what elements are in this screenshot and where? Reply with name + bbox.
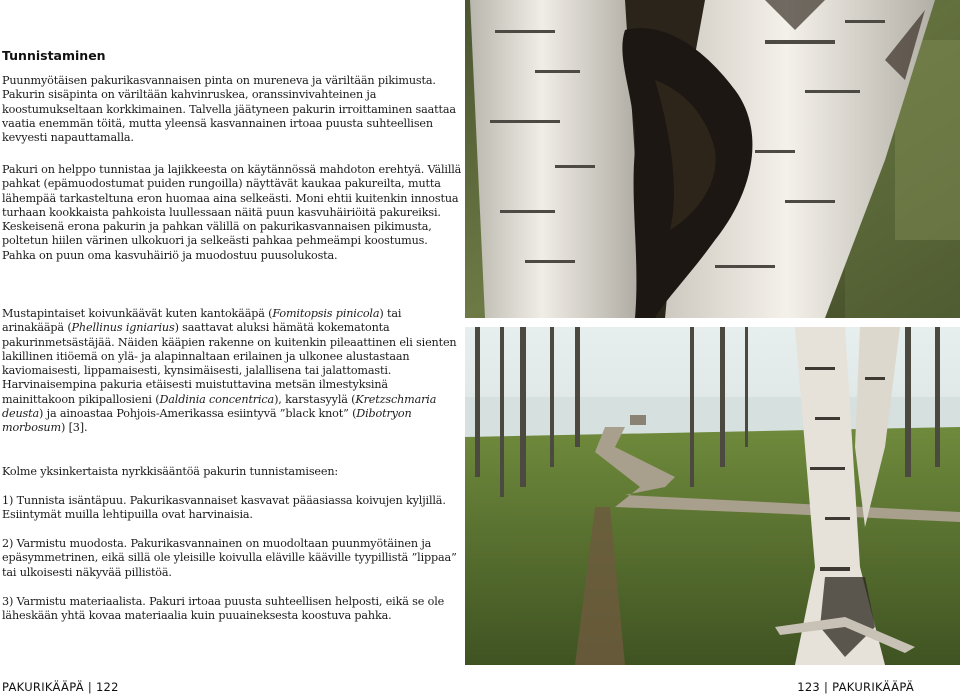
photo-birch-with-chaga (465, 0, 960, 318)
paragraph-lookalikes: Mustapintaiset koivunkäävät kuten kantokääpä (Fomitopsis pinicola) tai arinakääpä (Phellinus igniarius) saattavat aluksi hämätä kokematonta pakurinmetsästäjää. Näiden kääpien rakenne on kuitenkin pileaattinen eli sienten lakillinen itiöemä on ylä- ja alapinnaltaan erilainen ja ulkonee alustastaan kaviomaisesti, lippamaisesti, kynsimäisesti, jalallisena tai jalattomasti. Harvinaisempina pakuria etäisesti muistuttavina metsän ilmestyksinä mainittakoon pikipallosieni (Daldinia concentrica), karstasyylä (Kretzschmaria deusta) ja ainoastaa Pohjois-Amerikassa esiintyvä ”black knot” (Dibotryon morbosum) [3]. (2, 307, 457, 435)
latin-kretzschmaria: Kretzschmaria deusta (2, 392, 437, 421)
rule-1: 1) Tunnista isäntäpuu. Pakurikasvannaiset kasvavat pääasiassa koivujen kyljillä. Esiintymät muilla lehtipuilla ovat harvinaisia. (2, 494, 446, 522)
paragraph-identification: Pakuri on helppo tunnistaa ja lajikkeesta on käytännössä mahdoton erehtyä. Välillä pahkat (epämuodostumat puiden rungoilla) näyttävät kaukaa pakureilta, mutta lähempää tarkasteltuna eron huomaa aina selkeästi. Moni ehtii kuitenkin innostua turhaan kookkaista pahkoista luullessaan näitä puun kasvuhäiriöitä pakureiksi. Keskeisenä erona pakurin ja pahkan välillä on pakurikasvannaisen pikimusta, poltetun hiilen värinen ulkokuori ja selkeästi pahkaa pehmeämpi koostumus. Pahka on puun oma kasvuhäiriö ja muodostuu puusolukosta. (2, 163, 462, 262)
rule-2: 2) Varmistu muodosta. Pakurikasvannainen on muodoltaan puunmyötäinen ja epäsymmetrinen, eikä sillä ole yleisille koivulla eläville kääville tyypillistä ”lippaa” tai ulkoisesti näkyvää pillistöä. (2, 537, 457, 579)
latin-fomitopsis: Fomitopsis pinicola (272, 307, 380, 320)
page-number-right: 123 | PAKURIKÄÄPÄ (797, 680, 914, 694)
paragraph-rules-intro: Kolme yksinkertaista nyrkkisääntöä pakurin tunnistamiseen: (2, 465, 339, 478)
latin-dibotryon: Dibotryon morbosum (2, 407, 412, 435)
photo-forest-boardwalk (465, 327, 960, 665)
latin-phellinus: Phellinus igniarius (71, 321, 175, 335)
paragraph-surface: Puunmyötäisen pakurikasvannaisen pinta on mureneva ja väriltään pikimusta. Pakurin sisäpinta on väriltään kahvinruskea, oranssinvivahteinen ja koostumukseltaan korkkimainen. Talvella jäätyneen pakurin irroittaminen saattaa vaatia enemmän töitä, mutta yleensä kasvannainen irtoaa puusta suhteellisen kevyesti napauttamalla. (2, 74, 456, 145)
page-number-left: PAKURIKÄÄPÄ | 122 (2, 680, 119, 694)
rule-3: 3) Varmistu materiaalista. Pakuri irtoaa puusta suhteellisen helposti, eikä se ole läheskään yhtä kovaa materiaalia kuin puuaineksesta koostuva pahka. (2, 595, 445, 623)
latin-daldinia: Daldinia concentrica (159, 392, 275, 406)
section-heading: Tunnistaminen (2, 48, 106, 63)
